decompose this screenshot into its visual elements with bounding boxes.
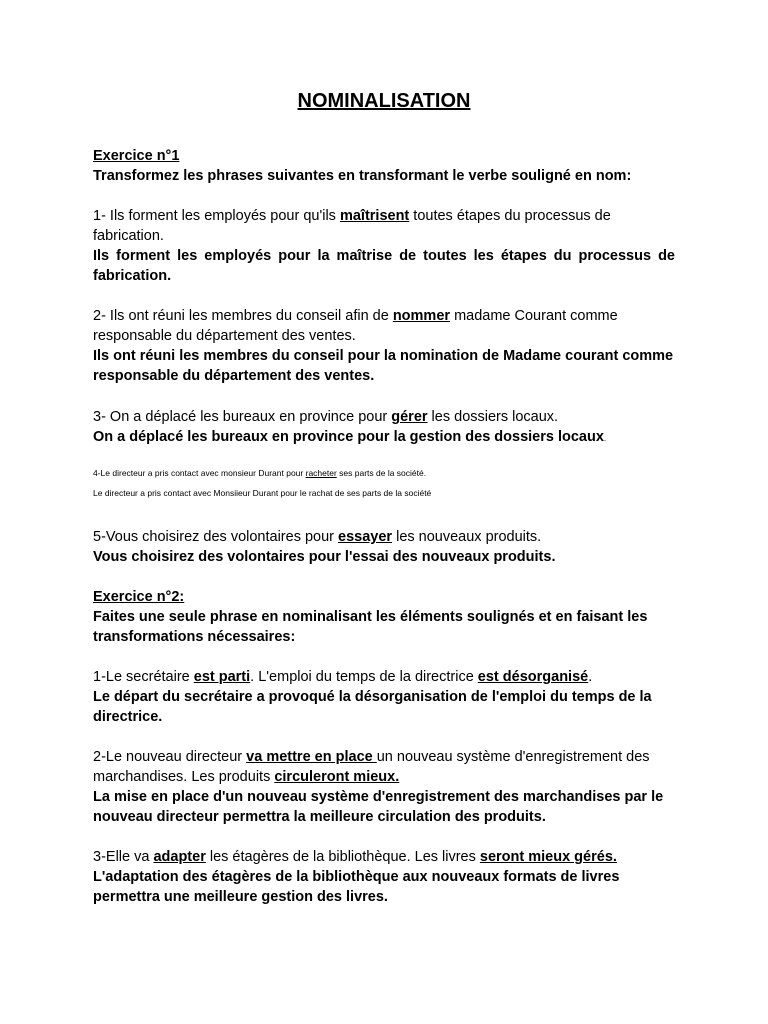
underlined-verb: gérer: [391, 409, 428, 425]
underlined-verb: maîtrisent: [339, 208, 410, 224]
underlined-element: adapter: [153, 849, 206, 865]
exercise-1-item-4-answer: [93, 487, 675, 499]
answer-text: La mise en place d'un nouveau système d'enregistrement des marchandises par le nouveau directeur permettra la meilleure circulation des produits.: [93, 789, 664, 825]
exercise-1-heading: Exercice n°1: [93, 148, 180, 164]
underlined-element: seront mieux gérés.: [479, 849, 617, 865]
underlined-element: va mettre en place: [246, 749, 377, 765]
underlined-element: circuleront mieux.: [274, 769, 400, 785]
exercise-2-item-2: [93, 747, 675, 827]
exercise-1-item-5: [93, 527, 675, 567]
exercise-2-instruction: Faites une seule phrase en nominalisant les éléments soulignés et en faisant les transformations nécessaires:: [93, 609, 648, 645]
underlined-element: est parti: [193, 669, 251, 685]
answer-text: Ils forment les employés pour la maîtrise de toutes les étapes du processus de fabrication.: [93, 248, 675, 284]
question-text: 4-Le directeur a pris contact avec monsieur Durant pour racheter ses parts de la société.: [93, 468, 427, 478]
exercise-1-header: [93, 146, 675, 186]
answer-text: On a déplacé les bureaux en province pour la gestion des dossiers locaux.: [93, 429, 607, 445]
question-text: 3-Elle va adapter les étagères de la bibliothèque. Les livres seront mieux gérés.: [93, 849, 617, 865]
underlined-verb: essayer: [338, 529, 393, 545]
exercise-2-item-3: [93, 847, 675, 907]
exercise-2-item-1: [93, 667, 675, 727]
exercise-1-item-3: [93, 407, 675, 449]
answer-text: Le directeur a pris contact avec Monsiieur Durant pour le rachat de ses parts de la société: [93, 488, 432, 498]
question-text: 1-Le secrétaire est parti. L'emploi du temps de la directrice est désorganisé.: [93, 669, 593, 685]
answer-text: L'adaptation des étagères de la bibliothèque aux nouveaux formats de livres permettra une meilleure gestion des livres.: [93, 869, 620, 905]
page-title: NOMINALISATION: [297, 90, 471, 112]
underlined-verb: racheter: [305, 468, 337, 478]
exercise-1-item-2: [93, 306, 675, 386]
exercise-1-instruction: Transformez les phrases suivantes en transformant le verbe souligné en nom:: [93, 168, 632, 184]
underlined-element: est désorganisé: [477, 669, 589, 685]
exercise-1-item-4: [93, 467, 675, 479]
answer-text: Ils ont réuni les membres du conseil pour la nomination de Madame courant comme responsable du département des ventes.: [93, 348, 674, 384]
question-text: 2- Ils ont réuni les membres du conseil afin de nommer madame Courant comme responsable du département des ventes.: [93, 308, 618, 344]
question-text: 3- On a déplacé les bureaux en province pour gérer les dossiers locaux.: [93, 409, 559, 425]
exercise-2-header: [93, 587, 675, 647]
exercise-1-item-1: [93, 206, 675, 286]
answer-text: Vous choisirez des volontaires pour l'essai des nouveaux produits.: [93, 549, 556, 565]
answer-text: Le départ du secrétaire a provoqué la désorganisation de l'emploi du temps de la directrice.: [93, 689, 652, 725]
exercise-2-heading: Exercice n°2:: [93, 589, 185, 605]
question-text: 5-Vous choisirez des volontaires pour essayer les nouveaux produits.: [93, 529, 542, 545]
question-text: 2-Le nouveau directeur va mettre en place un nouveau système d'enregistrement des marchandises. Les produits circuleront mieux.: [93, 749, 650, 785]
underlined-verb: nommer: [392, 308, 451, 324]
question-text: 1- Ils forment les employés pour qu'ils maîtrisent toutes étapes du processus de fabrication.: [93, 208, 611, 244]
